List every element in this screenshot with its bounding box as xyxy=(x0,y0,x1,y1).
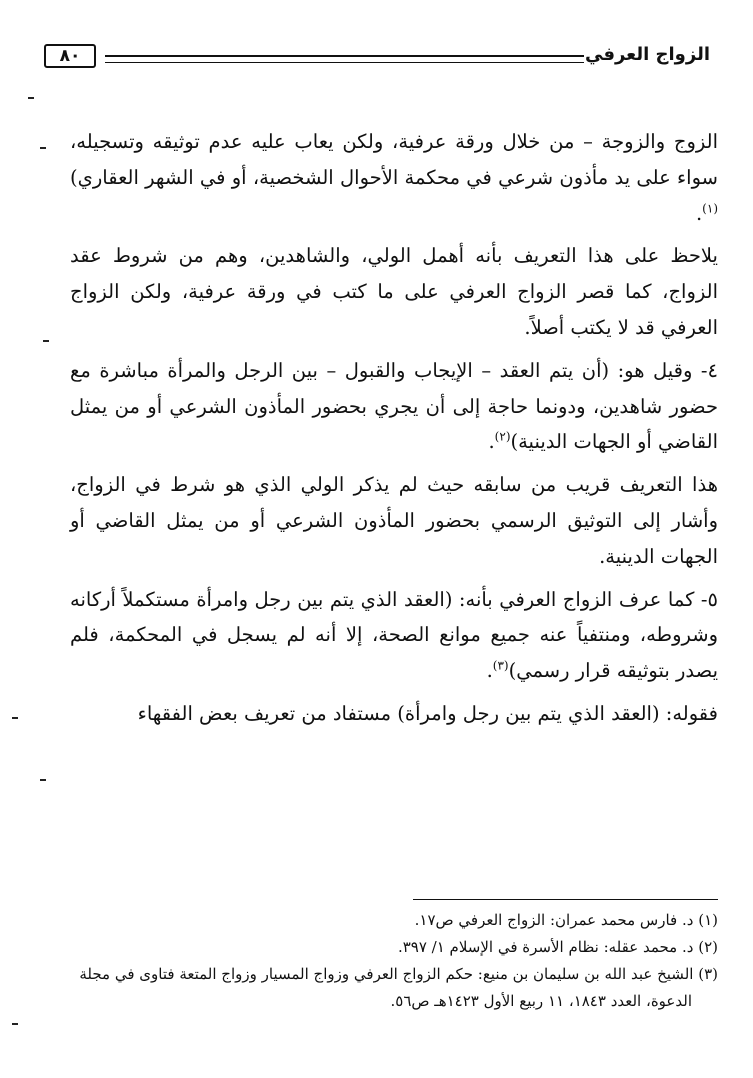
footnote-text: الشيخ عبد الله بن سليمان بن منيع: حكم الزواج العرفي وزواج المسيار وزواج المتعة فتاوى في مجلة xyxy=(79,965,694,983)
footnotes xyxy=(70,907,718,1015)
paragraph-5 xyxy=(70,582,718,689)
margin-mark xyxy=(40,779,46,781)
footnote-separator xyxy=(413,899,718,900)
footnote-text: د. فارس محمد عمران: الزواج العرفي ص١٧. xyxy=(414,911,694,929)
header-title: الزواج العرفي xyxy=(584,44,710,65)
footnote-number: (٣) xyxy=(698,965,718,983)
footnote-text: د. محمد عقله: نظام الأسرة في الإسلام ١/ ٣٩٧. xyxy=(397,938,694,956)
footnote-ref-2: (٢) xyxy=(494,429,511,444)
margin-mark xyxy=(12,1023,18,1025)
margin-mark xyxy=(40,147,46,149)
footnote-ref-1: (١) xyxy=(702,201,718,216)
paragraph-3 xyxy=(70,353,718,460)
page-number: ٨٠ xyxy=(44,44,96,68)
paragraph-tail: . xyxy=(488,430,495,454)
margin-mark xyxy=(28,97,34,99)
paragraph-text: ٥- كما عرف الزواج العرفي بأنه: (العقد الذي يتم بين رجل وامرأة مستكملاً أركانه وشروطه، ومنتفياً عنه جميع موانع الصحة، إلا أنه لم يسجل في المحكمة، فلم يصدر بتوثيقه قرار رسمي) xyxy=(70,587,718,683)
paragraph-text: يلاحظ على هذا التعريف بأنه أهمل الولي، والشاهدين، وهم من شروط عقد الزواج، كما قصر الزواج العرفي على ما كتب في ورقة عرفية، ولكن الزواج العرفي قد لا يكتب أصلاً. xyxy=(70,244,718,339)
footnote-3 xyxy=(70,961,718,988)
footnote-2 xyxy=(70,934,718,961)
footnote-3-continuation: الدعوة، العدد ١٨٤٣، ١١ ربيع الأول ١٤٢٣هـ ص٥٦. xyxy=(390,992,692,1010)
paragraph-6 xyxy=(70,696,718,732)
footnote-1 xyxy=(70,907,718,934)
margin-mark xyxy=(12,717,18,719)
running-header xyxy=(40,40,710,80)
paragraph-1 xyxy=(70,124,718,231)
header-rule xyxy=(105,55,584,63)
footnote-ref-3: (٣) xyxy=(492,658,509,673)
paragraph-text: ٤- وقيل هو: (أن يتم العقد – الإيجاب والقبول – بين الرجل والمرأة مباشرة مع حضور شاهدين، ودونما حاجة إلى أن يجري بحضور المأذون الشرعي أو من يمثل القاضي أو الجهات الدينية) xyxy=(70,358,718,454)
footnote-number: (١) xyxy=(698,911,718,929)
paragraph-text: هذا التعريف قريب من سابقه حيث لم يذكر الولي الذي هو شرط في الزواج، وأشار إلى التوثيق الرسمي بحضور المأذون الشرعي أو من يمثل القاضي أو الجهات الدينية. xyxy=(70,473,718,568)
paragraph-tail: . xyxy=(486,659,493,683)
paragraph-tail: . xyxy=(695,201,703,225)
paragraph-text: الزوج والزوجة – من خلال ورقة عرفية، ولكن يعاب عليه عدم توثيقه وتسجيله، سواء على يد مأذون شرعي في محكمة الأحوال الشخصية، أو في الشهر العقاري) xyxy=(70,130,718,189)
footnote-number: (٢) xyxy=(698,938,718,956)
paragraph-2 xyxy=(70,238,718,345)
paragraph-text: فقوله: (العقد الذي يتم بين رجل وامرأة) مستفاد من تعريف بعض الفقهاء xyxy=(137,701,718,725)
margin-mark xyxy=(43,340,49,342)
body-text xyxy=(70,124,718,739)
paragraph-4 xyxy=(70,467,718,574)
